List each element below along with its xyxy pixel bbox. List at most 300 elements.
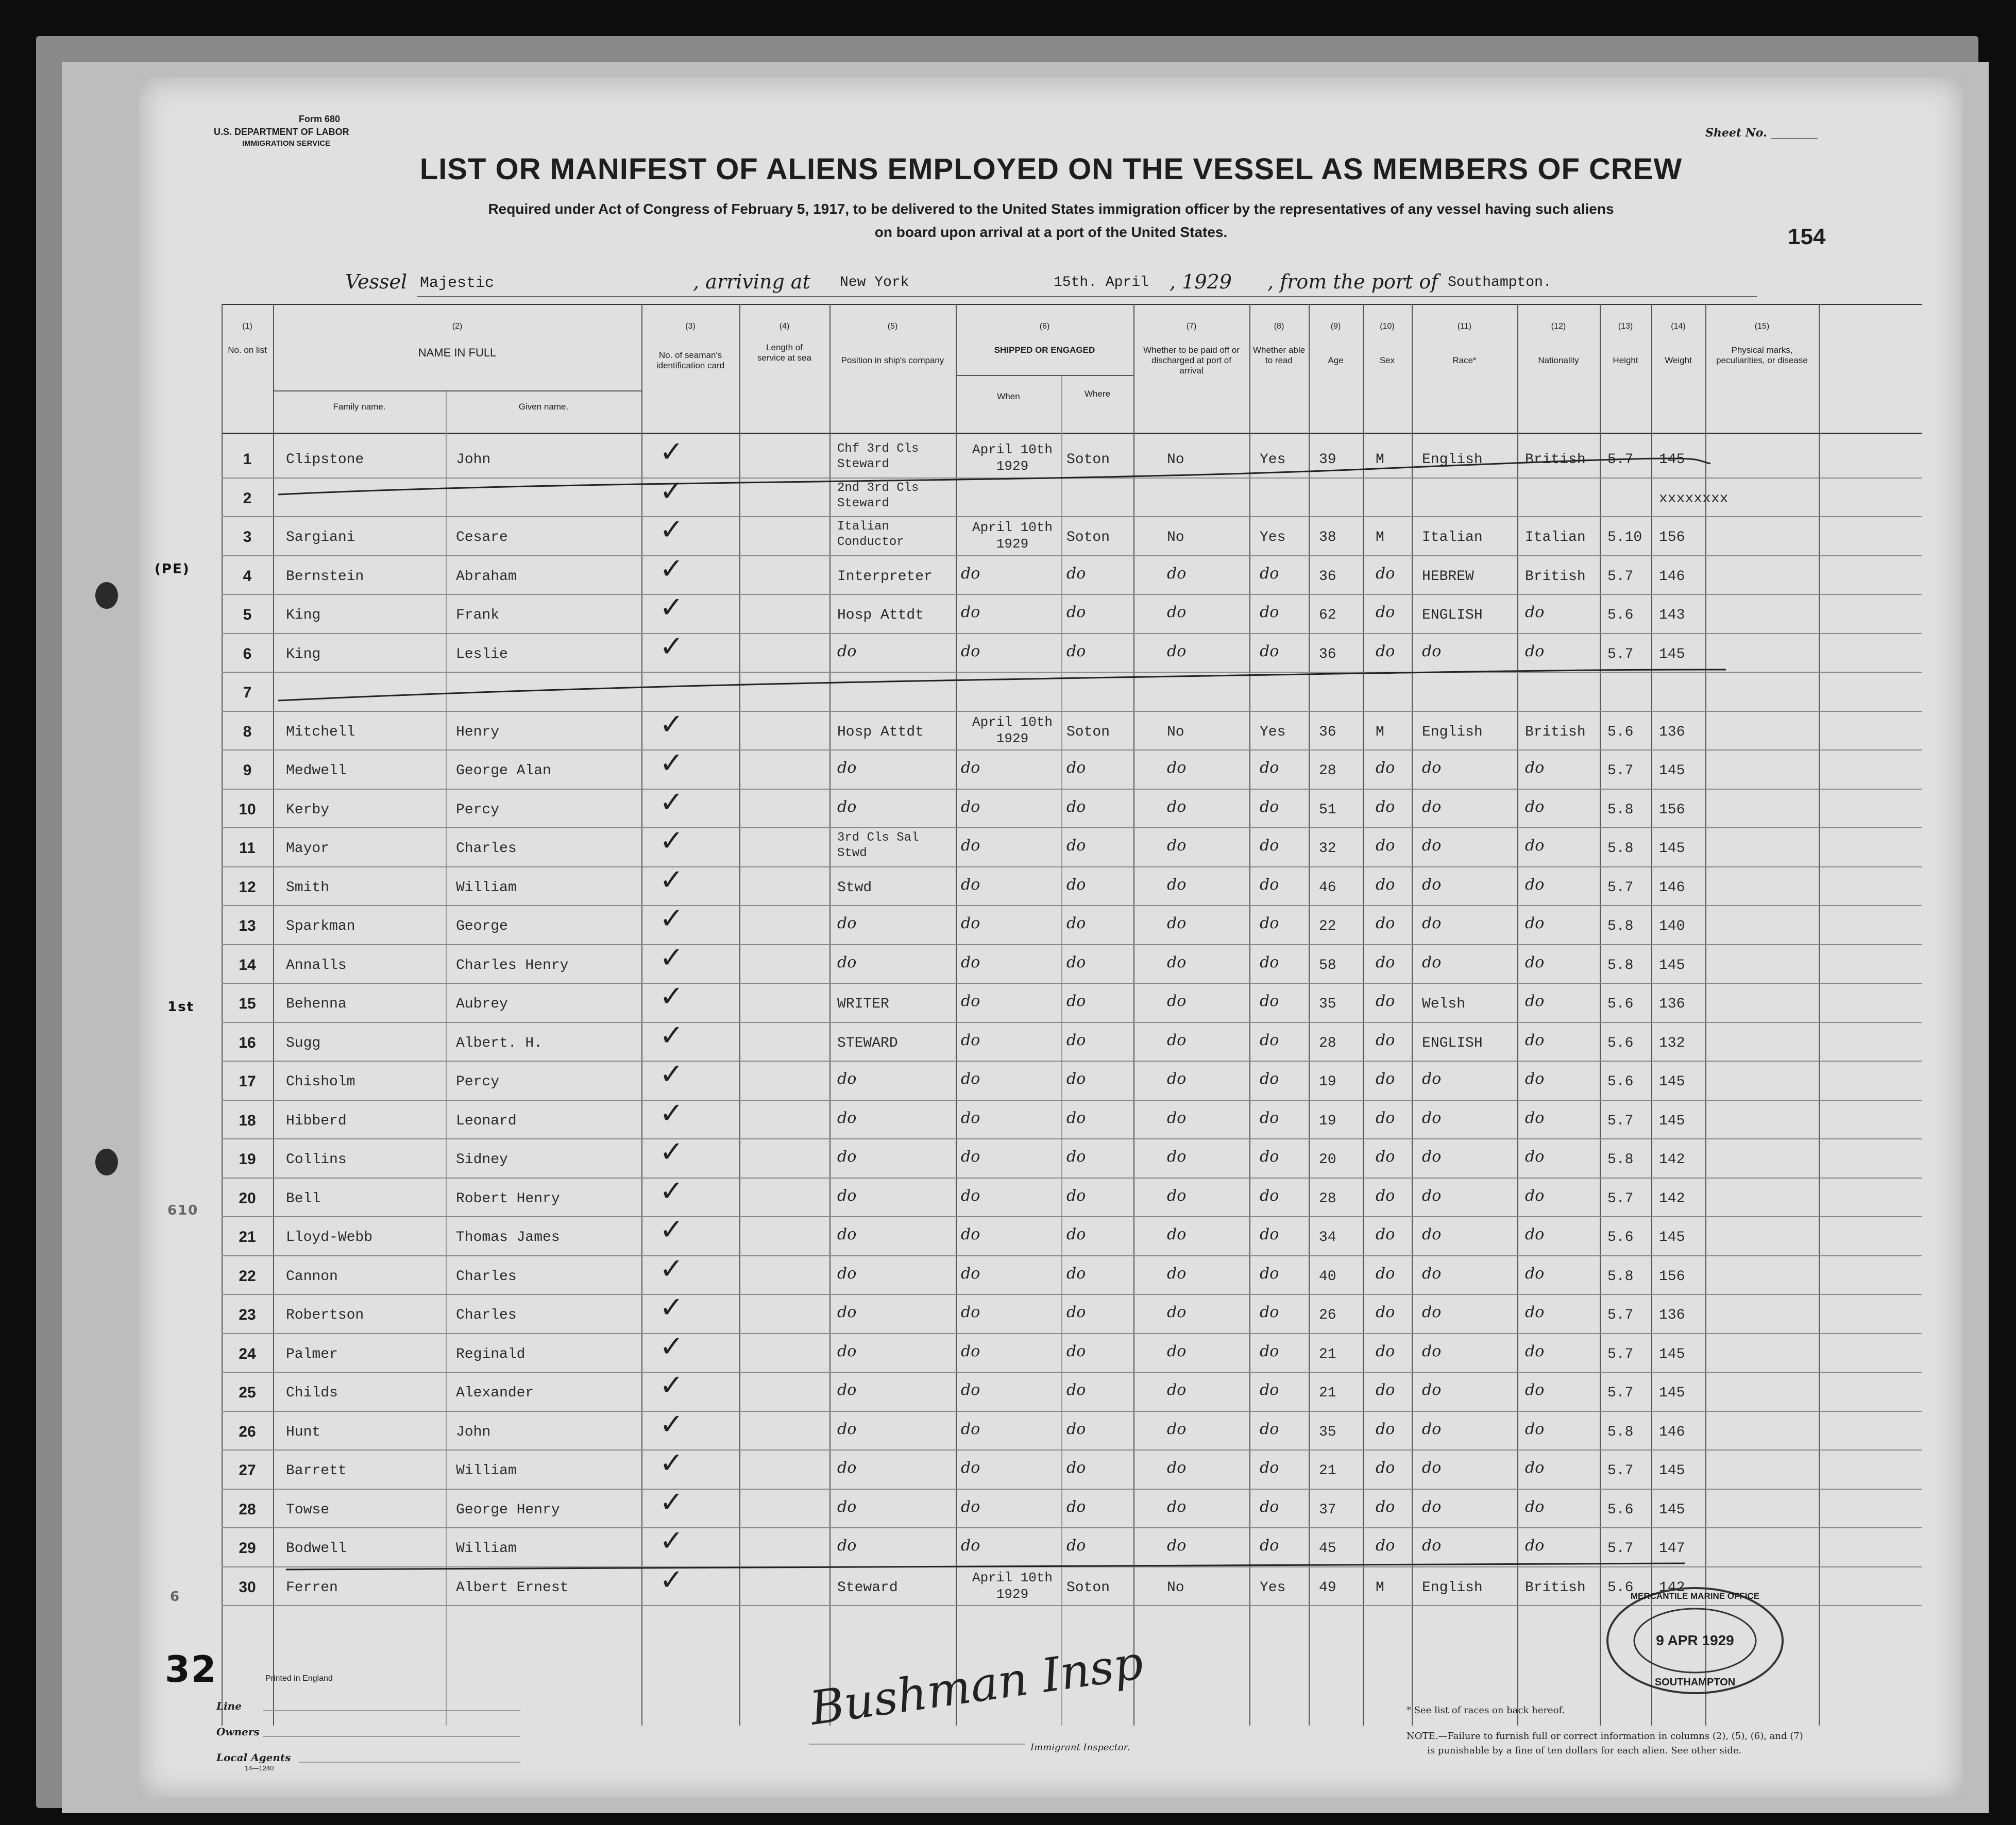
row-height: 5.6 — [1607, 724, 1634, 740]
colnum-3: (3) — [685, 322, 696, 331]
check-mark-icon: ✓ — [659, 435, 684, 469]
row-height: 5.6 — [1607, 996, 1634, 1012]
check-mark-icon: ✓ — [659, 1446, 684, 1480]
row-sex: do — [1376, 1459, 1395, 1477]
row-family-name: Behenna — [286, 996, 347, 1012]
row-number: 5 — [243, 606, 252, 623]
row-sex: do — [1376, 1537, 1395, 1555]
row-height: 5.6 — [1607, 1035, 1634, 1051]
check-mark-icon: ✓ — [659, 513, 684, 547]
row-race: HEBREW — [1422, 568, 1474, 585]
row-weight: 142 — [1659, 1579, 1685, 1596]
row-race: Welsh — [1422, 996, 1466, 1012]
row-height: 5.6 — [1607, 1579, 1634, 1596]
row-paid-off: do — [1167, 992, 1187, 1010]
row-race: do — [1422, 1108, 1442, 1127]
row-race: do — [1422, 875, 1442, 894]
header-race: Race* — [1452, 355, 1477, 365]
row-age: 21 — [1319, 1346, 1336, 1362]
row-shipped-when: do — [961, 1264, 980, 1283]
row-race: do — [1422, 1497, 1442, 1516]
row-given-name: Charles — [456, 841, 517, 857]
check-mark-icon: ✓ — [659, 1135, 684, 1169]
row-shipped-when: do — [961, 953, 980, 971]
row-position: Stwd — [837, 879, 872, 896]
check-mark-icon: ✓ — [659, 785, 684, 819]
row-position: Interpreter — [837, 568, 933, 585]
row-shipped-when: do — [961, 1031, 980, 1049]
row-sex: do — [1376, 642, 1395, 660]
row-shipped-where: do — [1066, 759, 1086, 777]
row-family-name: Mitchell — [286, 724, 355, 740]
row-height: 5.7 — [1607, 646, 1634, 662]
row-shipped-when: do — [961, 1225, 980, 1243]
header-when: When — [997, 391, 1020, 401]
check-mark-icon: ✓ — [659, 824, 684, 858]
row-age: 36 — [1319, 724, 1336, 740]
row-given-name: Thomas James — [456, 1230, 560, 1246]
header-shipped: SHIPPED OR ENGAGED — [994, 345, 1095, 355]
row-race: do — [1422, 837, 1442, 855]
row-position: do — [837, 1537, 857, 1555]
row-number: 19 — [239, 1151, 256, 1168]
row-shipped-where: do — [1066, 1070, 1086, 1088]
row-given-name: Alexander — [456, 1385, 534, 1401]
row-paid-off: do — [1167, 564, 1187, 583]
binder-hole — [95, 1149, 118, 1175]
row-able-to-read: do — [1260, 759, 1279, 777]
row-able-to-read: Yes — [1260, 530, 1286, 545]
header-sex: Sex — [1379, 355, 1395, 365]
row-shipped-where: do — [1066, 1342, 1086, 1360]
row-sex: do — [1376, 914, 1395, 932]
page-number: 154 — [1788, 224, 1826, 249]
row-shipped-where: Soton — [1066, 724, 1110, 740]
row-nationality: do — [1525, 1186, 1545, 1205]
row-age: 28 — [1319, 763, 1336, 779]
check-mark-icon: ✓ — [659, 1563, 684, 1597]
row-height: 5.7 — [1607, 879, 1634, 896]
row-race: do — [1422, 1420, 1442, 1438]
row-paid-off: do — [1167, 1148, 1187, 1166]
check-mark-icon: ✓ — [659, 1369, 684, 1402]
row-number: 7 — [243, 684, 252, 701]
header-position: Position in ship's company — [841, 355, 944, 365]
footer-note-1: NOTE.—Failure to furnish full or correct information in columns (2), (5), (6), and (7) — [1407, 1731, 1803, 1742]
row-able-to-read: do — [1260, 797, 1279, 816]
row-shipped-where: do — [1066, 1148, 1086, 1166]
header-family: Family name. — [333, 402, 386, 412]
row-weight: 145 — [1659, 763, 1685, 779]
row-number: 23 — [239, 1306, 256, 1323]
header-length: Length of service at sea — [757, 343, 811, 363]
header-height: Height — [1613, 355, 1638, 365]
row-height: 5.6 — [1607, 1074, 1634, 1090]
row-age: 35 — [1319, 1424, 1336, 1440]
row-sex: do — [1376, 759, 1395, 777]
row-sex: do — [1376, 564, 1395, 583]
row-nationality: do — [1525, 1381, 1545, 1399]
row-able-to-read: do — [1260, 1537, 1279, 1555]
row-paid-off: do — [1167, 603, 1187, 621]
row-able-to-read: Yes — [1260, 1579, 1286, 1596]
row-able-to-read: do — [1260, 1264, 1279, 1283]
manifest-title: LIST OR MANIFEST OF ALIENS EMPLOYED ON THE VESSEL AS MEMBERS OF CREW — [419, 152, 1683, 186]
row-age: 34 — [1319, 1230, 1336, 1246]
row-height: 5.7 — [1607, 568, 1634, 585]
row-age: 32 — [1319, 841, 1336, 857]
row-weight: 142 — [1659, 1190, 1685, 1207]
row-paid-off: do — [1167, 759, 1187, 777]
row-weight: 146 — [1659, 568, 1685, 585]
row-position: WRITER — [837, 996, 889, 1012]
check-mark-icon: ✓ — [659, 1291, 684, 1324]
row-position: do — [837, 642, 857, 660]
row-able-to-read: Yes — [1260, 724, 1286, 740]
row-shipped-where: do — [1066, 992, 1086, 1010]
row-age: 26 — [1319, 1307, 1336, 1323]
row-shipped-where: do — [1066, 1108, 1086, 1127]
row-race: English — [1422, 452, 1483, 468]
row-number: 8 — [243, 723, 252, 740]
row-age: 20 — [1319, 1152, 1336, 1168]
row-shipped-where: do — [1066, 1497, 1086, 1516]
row-sex: do — [1376, 992, 1395, 1010]
row-height: 5.8 — [1607, 918, 1634, 934]
row-family-name: Barrett — [286, 1463, 347, 1479]
check-mark-icon: ✓ — [659, 1096, 684, 1130]
row-weight: 142 — [1659, 1152, 1685, 1168]
row-family-name: Smith — [286, 879, 330, 896]
row-weight: 145 — [1659, 1113, 1685, 1129]
row-race: do — [1422, 1303, 1442, 1321]
row-position: do — [837, 1303, 857, 1321]
row-sex: do — [1376, 1108, 1395, 1127]
colnum-11: (11) — [1457, 322, 1472, 331]
row-number: 27 — [239, 1462, 256, 1479]
row-sex: do — [1376, 1303, 1395, 1321]
row-shipped-when: do — [961, 1303, 980, 1321]
row-given-name: Henry — [456, 724, 500, 740]
row-number: 22 — [239, 1267, 256, 1285]
header-idcard: No. of seaman's identification card — [656, 350, 725, 370]
row-number: 15 — [239, 995, 256, 1012]
row-number: 29 — [239, 1540, 256, 1557]
agents-field — [299, 1762, 520, 1763]
row-nationality: Italian — [1525, 530, 1586, 545]
header-weight: Weight — [1665, 355, 1692, 365]
row-sex: do — [1376, 1186, 1395, 1205]
row-age: 40 — [1319, 1268, 1336, 1285]
row-race: ENGLISH — [1422, 1035, 1483, 1051]
row-position: do — [837, 1225, 857, 1243]
colnum-10: (10) — [1380, 322, 1395, 331]
row-shipped-where: do — [1066, 1031, 1086, 1049]
strike-lines — [139, 77, 1963, 1798]
row-able-to-read: do — [1260, 1303, 1279, 1321]
row-nationality: do — [1525, 1031, 1545, 1049]
row-position: do — [837, 759, 857, 777]
header-marks: Physical marks, peculiarities, or disease — [1716, 345, 1808, 365]
row-nationality: do — [1525, 953, 1545, 971]
row-able-to-read: do — [1260, 1497, 1279, 1516]
colnum-15: (15) — [1754, 322, 1770, 331]
row-family-name: Sugg — [286, 1035, 321, 1051]
row-nationality: do — [1525, 603, 1545, 621]
row-able-to-read: do — [1260, 1186, 1279, 1205]
colnum-5: (5) — [887, 322, 898, 331]
row-age: 51 — [1319, 801, 1336, 818]
row-shipped-where: do — [1066, 603, 1086, 621]
department: U.S. DEPARTMENT OF LABOR — [214, 127, 349, 137]
arriving-label: , arriving at — [693, 270, 810, 293]
row-position: do — [837, 1459, 857, 1477]
row-height: 5.7 — [1607, 1346, 1634, 1362]
row-age: 45 — [1319, 1541, 1336, 1557]
check-mark-icon: ✓ — [659, 1174, 684, 1208]
row-shipped-when: April 10th 1929 — [972, 442, 1053, 474]
colnum-2: (2) — [452, 322, 463, 331]
row-sex: do — [1376, 603, 1395, 621]
row-family-name: Clipstone — [286, 452, 364, 468]
row-given-name: Charles — [456, 1307, 517, 1323]
row-weight: 145 — [1659, 1463, 1685, 1479]
row-height: 5.8 — [1607, 957, 1634, 974]
colnum-4: (4) — [779, 322, 790, 331]
row-paid-off: No — [1167, 1579, 1184, 1596]
line-field — [263, 1710, 520, 1711]
row-weight: 145 — [1659, 452, 1685, 468]
row-paid-off: do — [1167, 837, 1187, 855]
row-position: do — [837, 1497, 857, 1516]
row-weight: 146 — [1659, 1424, 1685, 1440]
margin-note-count: 32 — [165, 1648, 217, 1691]
row-paid-off: do — [1167, 1342, 1187, 1360]
row-given-name: George — [456, 918, 508, 934]
row-able-to-read: do — [1260, 992, 1279, 1010]
row-weight: 145 — [1659, 1074, 1685, 1090]
row-number: 10 — [239, 800, 256, 818]
row-given-name: George Alan — [456, 763, 551, 779]
row-able-to-read: do — [1260, 603, 1279, 621]
row-able-to-read: do — [1260, 1108, 1279, 1127]
row-family-name: Collins — [286, 1152, 347, 1168]
row-able-to-read: do — [1260, 1148, 1279, 1166]
row-position: do — [837, 797, 857, 816]
row-weight: 132 — [1659, 1035, 1685, 1051]
row-position: Italian Conductor — [837, 520, 904, 549]
row-nationality: do — [1525, 1148, 1545, 1166]
row-weight: 146 — [1659, 879, 1685, 896]
row-age: 37 — [1319, 1502, 1336, 1518]
colnum-7: (7) — [1186, 322, 1197, 331]
row-given-name: Leslie — [456, 646, 508, 662]
row-paid-off: do — [1167, 1497, 1187, 1516]
inspector-label: Immigrant Inspector. — [1030, 1742, 1130, 1753]
row-age: 22 — [1319, 918, 1336, 934]
row-shipped-when: do — [961, 875, 980, 894]
row-race: do — [1422, 1537, 1442, 1555]
row-family-name: Medwell — [286, 763, 347, 779]
row-shipped-when: do — [961, 1342, 980, 1360]
row-shipped-when: do — [961, 1108, 980, 1127]
owners-field — [263, 1736, 520, 1737]
arrival-date: 15th. April — [1054, 275, 1149, 291]
row-given-name: Reginald — [456, 1346, 526, 1362]
manifest-page — [139, 77, 1963, 1798]
row-shipped-where: do — [1066, 1459, 1086, 1477]
row-nationality: do — [1525, 1459, 1545, 1477]
row-height: 5.7 — [1607, 1541, 1634, 1557]
row-shipped-when: do — [961, 914, 980, 932]
row-nationality: do — [1525, 1225, 1545, 1243]
row-sex: do — [1376, 1070, 1395, 1088]
colnum-12: (12) — [1551, 322, 1566, 331]
row-age: 46 — [1319, 879, 1336, 896]
row-shipped-when: do — [961, 837, 980, 855]
subtitle-line2: on board upon arrival at a port of the United States. — [874, 224, 1228, 240]
row-race: do — [1422, 759, 1442, 777]
row-family-name: Towse — [286, 1502, 330, 1518]
colnum-9: (9) — [1330, 322, 1341, 331]
row-family-name: Bernstein — [286, 568, 364, 585]
row-family-name: Mayor — [286, 841, 330, 857]
row-weight: 145 — [1659, 957, 1685, 974]
row-able-to-read: do — [1260, 914, 1279, 932]
row-age: 19 — [1319, 1113, 1336, 1129]
row-race: do — [1422, 1381, 1442, 1399]
row-family-name: Kerby — [286, 801, 330, 818]
row-race: do — [1422, 1342, 1442, 1360]
row-family-name: Hibberd — [286, 1113, 347, 1129]
row-height: 5.8 — [1607, 1152, 1634, 1168]
header-read: Whether able to read — [1252, 345, 1306, 365]
row-age: 19 — [1319, 1074, 1336, 1090]
row-number: 1 — [243, 451, 252, 468]
row-weight: 156 — [1659, 530, 1685, 545]
row-family-name: Sargiani — [286, 530, 355, 545]
row-family-name: King — [286, 607, 321, 623]
row-height: 5.7 — [1607, 1385, 1634, 1401]
row-family-name: Childs — [286, 1385, 338, 1401]
row-nationality: do — [1525, 797, 1545, 816]
row-shipped-when: April 10th 1929 — [972, 714, 1053, 746]
row-height: 5.6 — [1607, 607, 1634, 623]
row-nationality: do — [1525, 875, 1545, 894]
row-race: do — [1422, 1186, 1442, 1205]
row-shipped-when: do — [961, 797, 980, 816]
row-sex: do — [1376, 1148, 1395, 1166]
row-sex: do — [1376, 1420, 1395, 1438]
row-weight: 145 — [1659, 646, 1685, 662]
row-able-to-read: do — [1260, 953, 1279, 971]
row-shipped-when: do — [961, 603, 980, 621]
sheet-label: Sheet No. — [1705, 126, 1767, 140]
row-race: do — [1422, 1264, 1442, 1283]
row-number: 16 — [239, 1034, 256, 1051]
check-mark-icon: ✓ — [659, 863, 684, 897]
colnum-1: (1) — [242, 322, 252, 331]
check-mark-icon: ✓ — [659, 1252, 684, 1286]
check-mark-icon: ✓ — [659, 941, 684, 975]
stamp-bottom-text: SOUTHAMPTON — [1654, 1677, 1736, 1688]
row-age: 36 — [1319, 646, 1336, 662]
row-age: 58 — [1319, 957, 1336, 974]
row-paid-off: do — [1167, 1264, 1187, 1283]
row-able-to-read: do — [1260, 564, 1279, 583]
check-mark-icon: ✓ — [659, 1058, 684, 1091]
arrival-port: New York — [840, 275, 909, 291]
row-shipped-where: do — [1066, 1381, 1086, 1399]
row-sex: do — [1376, 1225, 1395, 1243]
row-family-name: King — [286, 646, 321, 662]
row-shipped-when: do — [961, 1070, 980, 1088]
vessel-label: Vessel — [345, 270, 408, 293]
margin-note-1st: 1st — [167, 999, 194, 1015]
row-given-name: William — [456, 879, 517, 896]
printed-in: Printed in England — [265, 1674, 333, 1683]
header-given: Given name. — [518, 402, 569, 412]
row-shipped-when: do — [961, 1497, 980, 1516]
colnum-6: (6) — [1039, 322, 1050, 331]
row-family-name: Lloyd-Webb — [286, 1230, 373, 1246]
row-shipped-where: Soton — [1066, 1579, 1110, 1596]
row-given-name: Robert Henry — [456, 1190, 560, 1207]
row-shipped-when: do — [961, 1186, 980, 1205]
row-paid-off: do — [1167, 1420, 1187, 1438]
binder-hole — [95, 582, 118, 609]
row-paid-off: do — [1167, 875, 1187, 894]
row-nationality: British — [1525, 452, 1586, 468]
row-age: 28 — [1319, 1035, 1336, 1051]
row-shipped-when: do — [961, 564, 980, 583]
row-sex: do — [1376, 1031, 1395, 1049]
row-race: do — [1422, 1459, 1442, 1477]
row-family-name: Bell — [286, 1190, 321, 1207]
row-able-to-read: do — [1260, 1225, 1279, 1243]
row-shipped-where: do — [1066, 564, 1086, 583]
row-weight: 136 — [1659, 996, 1685, 1012]
row-nationality: do — [1525, 1497, 1545, 1516]
owners-label: Owners — [216, 1726, 260, 1738]
row-number: 13 — [239, 917, 256, 934]
row-position: do — [837, 1342, 857, 1360]
row-height: 5.7 — [1607, 763, 1634, 779]
row-position: Steward — [837, 1579, 898, 1596]
row-height: 5.8 — [1607, 801, 1634, 818]
footer-note-2: is punishable by a fine of ten dollars for each alien. See other side. — [1427, 1745, 1742, 1756]
row-number: 9 — [243, 762, 252, 779]
row-shipped-where: do — [1066, 914, 1086, 932]
row-sex: do — [1376, 875, 1395, 894]
row-shipped-when: do — [961, 642, 980, 660]
row-position: do — [837, 953, 857, 971]
row-nationality: do — [1525, 992, 1545, 1010]
row-given-name: Percy — [456, 1074, 500, 1090]
row-age: 62 — [1319, 607, 1336, 623]
row-sex: do — [1376, 1381, 1395, 1399]
row-given-name: William — [456, 1463, 517, 1479]
check-mark-icon: ✓ — [659, 980, 684, 1013]
margin-note-6: 6 — [170, 1589, 181, 1605]
colnum-8: (8) — [1274, 322, 1284, 331]
row-nationality: do — [1525, 1070, 1545, 1088]
departure-port: Southampton. — [1448, 275, 1552, 291]
row-shipped-when: do — [961, 1537, 980, 1555]
row-shipped-where: do — [1066, 642, 1086, 660]
row-given-name: Leonard — [456, 1113, 517, 1129]
row-weight: 145 — [1659, 841, 1685, 857]
